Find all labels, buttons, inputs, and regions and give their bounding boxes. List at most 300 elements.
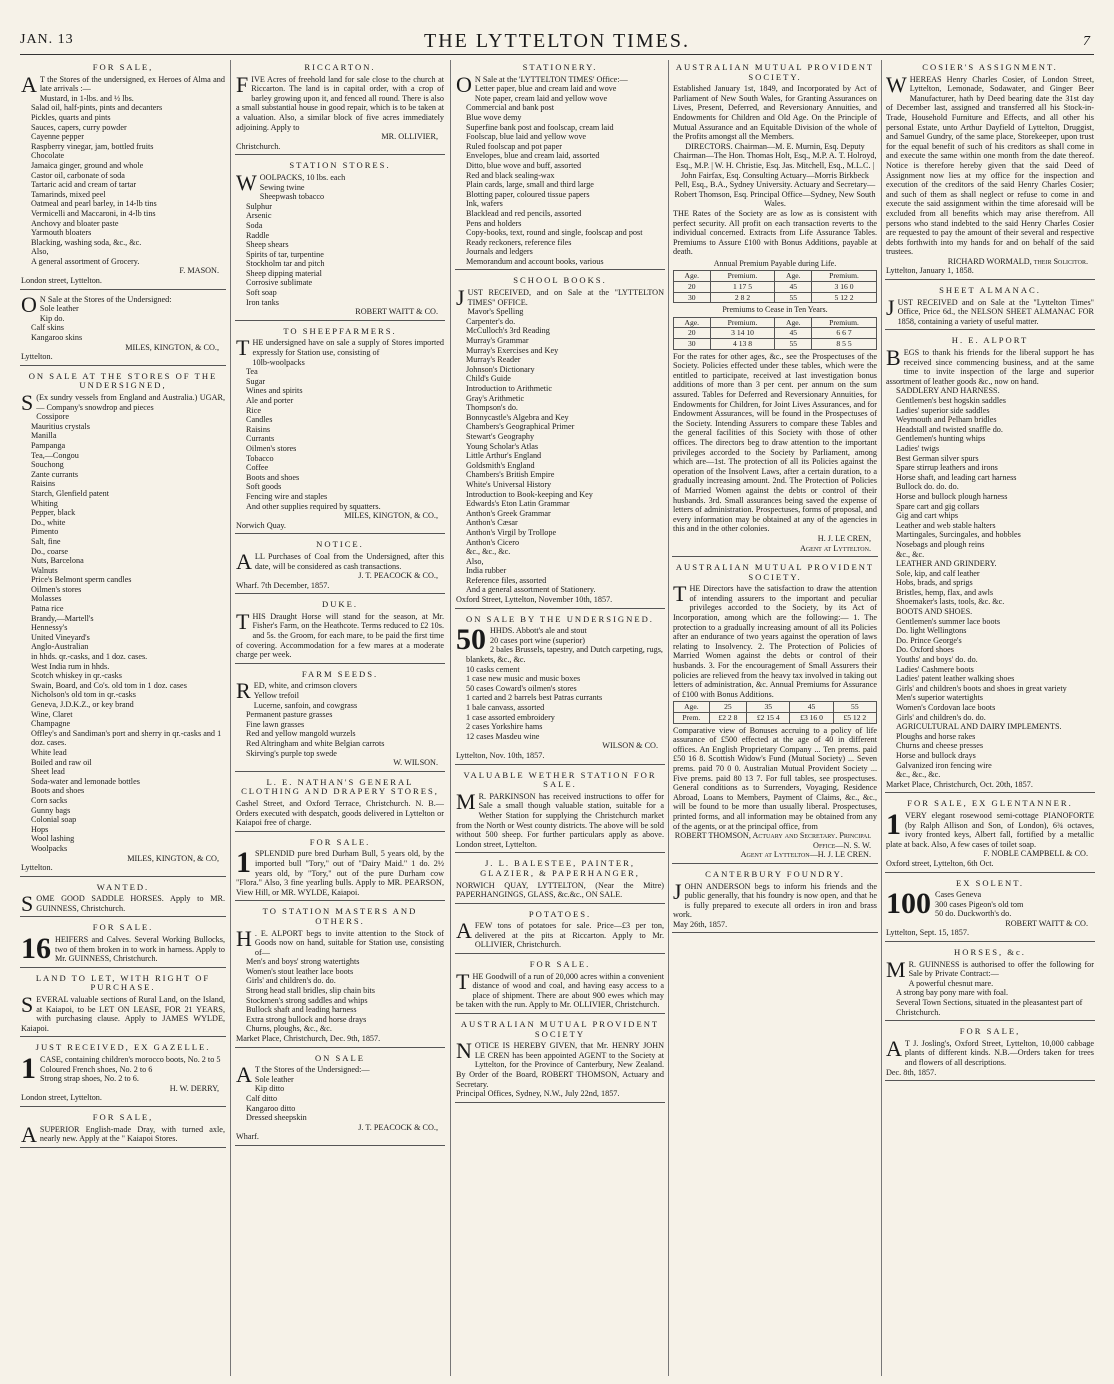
drop-cap: N bbox=[456, 1038, 472, 1064]
list-item: Gunny bags bbox=[31, 805, 71, 815]
ad-heading: ON SALE BY THE UNDERSIGNED. bbox=[466, 613, 654, 624]
ad-signature: J. T. PEACOCK & CO., bbox=[358, 571, 438, 581]
ad-heading: STATION STORES. bbox=[289, 160, 391, 171]
ad-body: UST RECEIVED and on Sale at the "Lyttelton Times" Office, Price 6d., the NELSON SHEET ALMANAC FOR 1858, containing a variety of useful matter. bbox=[897, 297, 1094, 326]
ad-footer: Oxford Street, Lyttelton, November 10th, 1857. bbox=[456, 595, 613, 605]
list-item: 2 bales Brussels, tapestry, and Dutch carpeting, rugs, blankets, &c., &c. bbox=[466, 645, 663, 665]
list-item: Swain, Board, and Co's. old tom in 1 doz. cases bbox=[31, 680, 187, 690]
ad-heading: LAND TO LET, WITH RIGHT OF PURCHASE. bbox=[35, 972, 211, 993]
table-cell: 1 17 5 bbox=[710, 282, 775, 293]
list-item: Do. light Wellingtons bbox=[896, 626, 967, 636]
list-item: Also, bbox=[466, 556, 484, 566]
advertisement bbox=[672, 867, 878, 934]
list-item: Nicholson's old tom in qr.-casks bbox=[31, 690, 136, 700]
table-header-cell: Premium. bbox=[812, 317, 877, 328]
list-item: Wine, Claret bbox=[31, 709, 73, 719]
ad-body: HEREAS Henry Charles Cosier, of London Street, Lyttelton, Lemonade, Sodawater, and Ginger Beer Manufacturer, hath by Deed bearing date the 31st day of December last, assigned and transferred all his Stock-in-Trade, Household Furniture and Effects, and all other his personal Estate, unto Arthur Dayfield of Lyttelton, Druggist, and Samuel Gundry, of the same place, Storekeeper, upon trust for the equal benefit of such of his creditors as shall come in and execute the same within one month from the date thereof. Notice is therefore hereby given that the said Deed of Assignment now lies at my office for the inspection and execution of the creditors of the said Henry Charles Cosier; and such of them as shall neglect or refuse to come in and execute the said assignment within the time aforesaid will be excluded from all benefits which may arise therefrom. All persons who stand indebted to the said Henry Charles Cosier are requested to pay the amount of their several and respective debts forthwith into my hands for and on behalf of the said trustees. bbox=[886, 74, 1094, 257]
list-item: Murray's Exercises and Key bbox=[466, 345, 559, 355]
list-item: Girls' and children's do. do. bbox=[246, 976, 336, 986]
list-item: Johnson's Dictionary bbox=[466, 364, 535, 374]
drop-cap: M bbox=[456, 788, 476, 814]
drop-cap: T bbox=[236, 335, 250, 361]
list-item: Strong head stall bridles, slip chain bits bbox=[246, 986, 375, 996]
advertisement bbox=[455, 1017, 665, 1103]
list-item: Young Scholar's Atlas bbox=[466, 441, 539, 451]
list-item: Ink, wafers bbox=[466, 199, 503, 209]
advertisement bbox=[20, 920, 226, 967]
advertisement bbox=[20, 293, 226, 366]
list-item: Boiled and raw oil bbox=[31, 757, 92, 767]
list-item: Ale and porter bbox=[246, 396, 294, 405]
list-item: Hops bbox=[31, 824, 49, 834]
ad-heading: STATIONERY. bbox=[522, 62, 598, 72]
list-item: Walnuts bbox=[31, 565, 58, 575]
advertisement bbox=[235, 667, 445, 772]
list-item: Churns and cheese presses bbox=[896, 741, 984, 751]
list-item: Gentlemen's best hogskin saddles bbox=[896, 396, 1006, 405]
ad-body-block bbox=[236, 608, 444, 660]
ad-footer: Lyttelton, January 1, 1858. bbox=[886, 266, 974, 276]
ad-rates: THE Rates of the Society are as low as is consistent with perfect security. All profit on each transaction reverts to the individual concerned. Extracts from Life Assurance Tables. Premiums to Assure £100 with Bonus Additions, payable at death. bbox=[673, 208, 877, 257]
ad-body-block bbox=[886, 345, 1094, 386]
list-item: Rice bbox=[246, 405, 262, 415]
table-header-cell: Premium. bbox=[812, 271, 877, 282]
list-item: Stockmen's strong saddles and whips bbox=[246, 995, 368, 1005]
ad-heading: CANTERBURY FOUNDRY. bbox=[705, 868, 845, 879]
list-item: Pimento bbox=[31, 527, 59, 537]
advertisement bbox=[235, 324, 445, 534]
drop-cap: 16 bbox=[21, 932, 51, 966]
drop-cap: A bbox=[21, 1121, 37, 1147]
list-item: Martingales, Surcingales, and hobbles bbox=[896, 530, 1021, 540]
table-cell: 45 bbox=[775, 328, 812, 339]
list-item: Leather and web stable halters bbox=[896, 520, 996, 530]
list-item: Churns, ploughs, &c., &c. bbox=[246, 1024, 332, 1034]
list-item: Woolpacks bbox=[31, 843, 68, 853]
list-item: Horse and bullock plough harness bbox=[896, 491, 1008, 501]
list-item: &c., &c., &c. bbox=[466, 547, 511, 557]
premium-table bbox=[673, 270, 877, 303]
ad-signature: MILES, KINGTON, & CO., bbox=[125, 342, 219, 352]
ad-body-block bbox=[21, 891, 225, 917]
column-5 bbox=[885, 60, 1095, 1376]
drop-cap: S bbox=[21, 891, 34, 917]
list-item: Letter paper, blue and cream laid and wove bbox=[474, 84, 617, 94]
list-item: Hennessy's bbox=[31, 623, 68, 633]
list-item: Do., white bbox=[31, 517, 66, 527]
list-item: West India rum in hhds. bbox=[31, 661, 110, 671]
ad-heading: FOR SALE, bbox=[92, 62, 154, 72]
list-item: Anglo-Australian bbox=[31, 642, 89, 652]
table-header-cell: Age. bbox=[775, 317, 812, 328]
list-item: And a general assortment of Stationery. bbox=[466, 585, 596, 595]
ad-signature: MILES, KINGTON, & CO., bbox=[344, 511, 438, 521]
advertisement bbox=[885, 876, 1095, 943]
ad-footer: Norwich Quay. bbox=[236, 520, 286, 530]
list-item: Yarmouth bloaters bbox=[31, 228, 92, 238]
table-row bbox=[674, 282, 877, 293]
ad-footer: Agent at Lyttelton. bbox=[799, 543, 871, 553]
advertisement bbox=[20, 1040, 226, 1107]
list-item: 1 case assorted embroidery bbox=[466, 712, 555, 722]
ad-body: Comparative view of Bonuses accruing to a policy of life assurance of £500 effected at the age of 40 in different offices. An English Proprietary Company ... Ten prems. paid £50 16 8. Scottish Widow's Fund (Mutual Society) ... Seven prems. paid 70 0 0. Australian Mutual Provident Society ... Five prems. paid 80 13 7. For full tables, see prospectuses. General conditions as to Surrenders, Voyaging, Residence Abroad, Loans to Members, Payment of Claims, &c., &c., will be found to be more than usually liberal. Prospectuses, printed forms, and all information may be obtained from any of the agents, or at the principal office, from bbox=[673, 725, 877, 831]
list-item: Goldsmith's England bbox=[466, 460, 535, 470]
advertisement bbox=[235, 537, 445, 594]
drop-cap: W bbox=[236, 169, 257, 195]
table-caption: Annual Premium Payable during Life. bbox=[713, 258, 837, 268]
list-item: Bullock shaft and leading harness bbox=[246, 1005, 357, 1015]
list-item: Tobacco bbox=[246, 453, 274, 463]
ad-heading: DUKE. bbox=[321, 599, 359, 610]
advertisement bbox=[20, 880, 226, 918]
ad-footer: Wharf. 7th December, 1857. bbox=[236, 580, 330, 590]
advertisement bbox=[235, 775, 445, 832]
list-item: Bristles, hemp, flax, and awls bbox=[896, 587, 994, 597]
advertisement bbox=[20, 1110, 226, 1148]
ad-body: HEIFERS and Calves. Several Working Bullocks, two of them broken in to work in harness. Apply to Mr. GUINNESS, Christchurch. bbox=[55, 935, 225, 964]
list-item: Spare cart and gig collars bbox=[896, 501, 980, 511]
drop-cap: W bbox=[886, 71, 907, 97]
table-header-cell: Age. bbox=[674, 317, 711, 328]
drop-cap: J bbox=[456, 285, 465, 311]
ad-body: OHN ANDERSON begs to inform his friends and the public generally, that his foundry is now open, and that he is fully prepared to execute all orders in iron and brass work. bbox=[673, 881, 877, 920]
list-item: Do. Oxford shoes bbox=[896, 645, 954, 655]
ad-body: T the Stores of the undersigned, ex Heroes of Alma and late arrivals :— bbox=[39, 74, 225, 94]
drop-cap: 1 bbox=[886, 807, 901, 841]
ad-signature: H. W. DERRY, bbox=[169, 1083, 219, 1093]
ad-body-block bbox=[456, 918, 664, 950]
ad-signature: WILSON & CO. bbox=[602, 741, 658, 751]
list-item: Arsenic bbox=[246, 211, 272, 221]
drop-cap: 100 bbox=[886, 887, 931, 921]
ad-body-block bbox=[886, 1035, 1094, 1068]
ad-heading: SCHOOL BOOKS. bbox=[513, 275, 607, 286]
ad-body: UST RECEIVED, and on Sale at the "LYTTELTON TIMES" OFFICE. bbox=[467, 288, 664, 307]
list-item: Permanent pasture grasses bbox=[246, 710, 333, 720]
ad-footer: Christchurch. bbox=[236, 141, 281, 151]
list-item: Calf skins bbox=[31, 323, 64, 333]
list-item: Note paper, cream laid and yellow wove bbox=[474, 93, 608, 103]
list-item: Introduction to Arithmetic bbox=[466, 384, 552, 393]
list-item: Ruled foolscap and pot paper bbox=[466, 141, 562, 151]
ad-heading: NOTICE. bbox=[316, 539, 364, 550]
list-item: Murray's Reader bbox=[466, 355, 521, 365]
advertisement bbox=[235, 904, 445, 1047]
advertisement bbox=[672, 560, 878, 864]
list-item: Kip do. bbox=[39, 313, 65, 323]
premium-table bbox=[673, 317, 877, 350]
list-item: Red and yellow mangold wurzels bbox=[246, 729, 356, 739]
list-item: Corn sacks bbox=[31, 795, 68, 805]
drop-cap: A bbox=[21, 71, 37, 97]
ad-body: R. GUINNESS is authorised to offer the following for Sale by Private Contract:— bbox=[908, 959, 1094, 979]
ad-signature: F. MASON. bbox=[179, 266, 219, 276]
list-item: Whiting bbox=[31, 498, 58, 508]
advertisement bbox=[455, 907, 665, 954]
list-item: Boots and shoes bbox=[246, 472, 300, 482]
list-item: Mauritius crystals bbox=[31, 421, 90, 431]
table-cell: 8 5 5 bbox=[812, 339, 877, 350]
list-item: Ditto, blue wove and buff, assorted bbox=[466, 160, 582, 170]
list-item: Salt, fine bbox=[31, 536, 61, 546]
ad-body-block bbox=[236, 548, 444, 574]
list-item: 10 casks cement bbox=[466, 664, 520, 674]
list-item: Spare stirrup leathers and irons bbox=[896, 463, 998, 473]
ad-body-block bbox=[456, 788, 664, 850]
masthead bbox=[20, 30, 1094, 55]
ad-heading: L. E. NATHAN'S GENERAL CLOTHING AND DRAPERY STORES, bbox=[241, 776, 439, 797]
ad-heading: AUSTRALIAN MUTUAL PROVIDENT SOCIETY. bbox=[675, 62, 875, 82]
table-row bbox=[674, 328, 877, 339]
list-item: Kip ditto bbox=[254, 1084, 285, 1094]
drop-cap: J bbox=[673, 878, 682, 904]
list-item: Blacking, washing soda, &c., &c. bbox=[31, 237, 142, 247]
drop-cap: 1 bbox=[236, 846, 251, 880]
list-item: Cayenne pepper bbox=[31, 132, 84, 142]
ad-heading: FOR SALE. bbox=[92, 922, 154, 933]
table-cell: 6 6 7 bbox=[812, 328, 877, 339]
advertisement bbox=[235, 158, 445, 321]
ad-body: (Ex sundry vessels from England and Australia.) UGAR, — Company's snowdrop and pieces bbox=[36, 393, 225, 412]
table-row bbox=[674, 713, 877, 724]
ad-body-block bbox=[21, 1121, 225, 1147]
list-item: Galvanized iron fencing wire bbox=[896, 760, 992, 770]
list-item: Corrosive sublimate bbox=[246, 278, 313, 288]
list-item: Manilla bbox=[31, 431, 57, 441]
list-item: Ladies' superior side saddles bbox=[896, 405, 990, 415]
list-item: United Vineyard's bbox=[31, 632, 90, 642]
list-item: Strong strap shoes, No. 2 to 6. bbox=[40, 1074, 139, 1084]
list-item: Cossipore bbox=[36, 412, 69, 422]
ad-signature: MILES, KINGTON, & CO, bbox=[127, 853, 219, 863]
ad-body: HHDS. Abbott's ale and stout bbox=[490, 626, 587, 636]
list-item: Bullock do. do. do. bbox=[896, 482, 959, 492]
list-item: Copy-books, text, round and single, foolscap and post bbox=[466, 228, 643, 238]
ad-body: Cases Geneva bbox=[935, 890, 982, 900]
ad-heading: WANTED. bbox=[96, 881, 150, 892]
table-header-cell: 25 bbox=[709, 702, 746, 713]
list-item: Anthon's Cicero bbox=[466, 537, 520, 547]
ad-footer: Agent at Lyttelton—H. J. LE CREN. bbox=[740, 850, 871, 860]
ad-heading: FOR SALE, bbox=[92, 1111, 154, 1122]
ad-signature: ROBERT WAITT & CO. bbox=[355, 307, 438, 317]
table-cell: £2 15 4 bbox=[747, 713, 790, 724]
list-item: LEATHER AND GRINDERY. bbox=[896, 559, 997, 569]
list-item: Murray's Grammar bbox=[466, 336, 529, 346]
page-number: 7 bbox=[1083, 34, 1090, 49]
list-item: Jamaica ginger, ground and whole bbox=[31, 160, 144, 170]
list-item: Pampanga bbox=[31, 440, 66, 450]
ad-signature: W. WILSON. bbox=[393, 758, 438, 768]
ad-body-block bbox=[456, 881, 664, 900]
list-item: Soft goods bbox=[246, 482, 282, 492]
ad-footer: London street, Lyttelton. bbox=[21, 276, 102, 286]
table-caption: Premiums to Cease in Ten Years. bbox=[722, 305, 828, 315]
column-2 bbox=[235, 60, 445, 1376]
list-item: Do., coarse bbox=[31, 546, 69, 556]
list-item: A strong bay pony mare with foal. bbox=[896, 988, 1009, 998]
list-item: Gentlemen's summer lace boots bbox=[896, 616, 1001, 626]
list-item: Sauces, capers, curry powder bbox=[31, 122, 127, 132]
ad-body-block bbox=[236, 846, 444, 897]
advertisement bbox=[455, 60, 665, 270]
list-item: Anthon's Virgil by Trollope bbox=[466, 527, 557, 537]
list-item: Child's Guide bbox=[466, 374, 511, 384]
drop-cap: A bbox=[236, 548, 252, 574]
drop-cap: 50 bbox=[456, 623, 486, 657]
ad-heading: FOR SALE. bbox=[529, 959, 591, 970]
ad-footer: London street, Lyttelton. bbox=[21, 1093, 102, 1103]
list-item: 1 carted and 2 barrels best Patras currants bbox=[466, 693, 603, 703]
drop-cap: O bbox=[21, 291, 37, 317]
ad-footer: Market Place, Christchurch, Oct. 20th, 1857. bbox=[886, 779, 1033, 789]
ad-body-block bbox=[886, 807, 1094, 849]
list-item: And other supplies required by squatters. bbox=[246, 501, 381, 511]
ad-body: OTICE IS HEREBY GIVEN, that Mr. HENRY JOHN LE CREN has been appointed AGENT to the Society at Lyttelton, for the Province of Canterbury, New Zealand. By Order of the Board, ROBERT THOMSON, Actuary and Secretary. bbox=[456, 1041, 664, 1089]
list-item: Chocolate bbox=[31, 151, 65, 161]
ad-signature: ROBERT THOMSON, Actuary and Secretary. Principal Office—N. S. W. bbox=[674, 831, 871, 850]
ad-heading: VALUABLE WETHER STATION FOR SALE. bbox=[463, 769, 657, 790]
list-item: Women's stout leather lace boots bbox=[246, 966, 354, 976]
list-item: Oatmeal and pearl barley, in 14-lb tins bbox=[31, 199, 157, 209]
list-item: White's Universal History bbox=[466, 479, 552, 489]
list-item: Plain cards, large, small and third large bbox=[466, 180, 594, 190]
ad-heading: H. E. ALPORT bbox=[951, 335, 1029, 346]
list-item: Do. Prince George's bbox=[896, 635, 962, 645]
list-item: Journals and ledgers bbox=[466, 247, 533, 257]
list-item: Little Arthur's England bbox=[466, 451, 542, 461]
list-item: Nosebags and plough reins bbox=[896, 539, 985, 549]
list-item: Sugar bbox=[246, 376, 266, 386]
list-item: McCulloch's 3rd Reading bbox=[466, 326, 550, 336]
table-header-cell: Premium. bbox=[710, 317, 775, 328]
list-item: Weymouth and Pelham bridles bbox=[896, 415, 997, 425]
ad-heading: FARM SEEDS. bbox=[301, 668, 379, 679]
list-item: Men's superior watertights bbox=[896, 693, 983, 703]
table-cell: 3 14 10 bbox=[710, 328, 775, 339]
ad-body-block bbox=[236, 71, 444, 133]
ad-heading: TO SHEEPFARMERS. bbox=[283, 325, 397, 336]
list-item: Raspberry vinegar, jam, bottled fruits bbox=[31, 141, 154, 151]
ad-body: T the Stores of the Undersigned:— bbox=[254, 1065, 370, 1075]
list-item: Best German silver spurs bbox=[896, 453, 979, 463]
ad-body: Established January 1st, 1849, and Incorporated by Act of Parliament of New South Wales, for Granting Assurances on Lives, Present, Deferred, and Reversionary Annuities, and Endowments for Children and Old Age. On the Principle of Mutual Assurance and an Equitable Division of the whole of the Profits amongst all the Members. bbox=[673, 84, 877, 142]
table-header-cell: 35 bbox=[747, 702, 790, 713]
ad-body-block bbox=[886, 71, 1094, 257]
ad-footer: Market Place, Christchurch, Dec. 9th, 1857. bbox=[236, 1034, 381, 1044]
advertisement bbox=[235, 1051, 445, 1146]
table-cell: 55 bbox=[775, 339, 812, 350]
ad-body: N Sale at the Stores of the Undersigned: bbox=[39, 294, 172, 304]
list-item: 300 cases Pigeon's old tom bbox=[935, 899, 1024, 909]
ad-heading: FOR SALE, EX GLENTANNER. bbox=[907, 798, 1073, 809]
column-rule bbox=[450, 60, 451, 1376]
list-item: Yellow trefoil bbox=[253, 691, 300, 701]
table-cell: £3 16 0 bbox=[790, 713, 833, 724]
list-item: 50 do. Duckworth's do. bbox=[935, 909, 1012, 919]
table-row bbox=[674, 292, 877, 303]
ad-heading: JUST RECEIVED, EX GAZELLE. bbox=[35, 1042, 211, 1053]
table-cell: 45 bbox=[775, 282, 812, 293]
list-item: Memorandum and account books, various bbox=[466, 256, 604, 266]
advertisement bbox=[455, 856, 665, 903]
ad-body: N Sale at the 'LYTTELTON TIMES' Office:— bbox=[474, 74, 628, 84]
advertisement bbox=[885, 333, 1095, 793]
list-item: 50 cases Coward's oilmen's stores bbox=[466, 683, 577, 693]
ad-heading: AUSTRALIAN MUTUAL PROVIDENT SOCIETY bbox=[460, 1019, 660, 1039]
list-item: Tea,—Congou bbox=[31, 450, 79, 460]
ad-body-block bbox=[236, 335, 444, 361]
advertisement bbox=[235, 597, 445, 664]
list-item: Gray's Arithmetic bbox=[466, 393, 525, 403]
ad-heading: TO STATION MASTERS AND OTHERS. bbox=[262, 906, 418, 926]
list-item: Sole, kip, and calf leather bbox=[896, 568, 980, 578]
list-item: Champagne bbox=[31, 719, 71, 729]
table-header-cell: 45 bbox=[790, 702, 833, 713]
table-cell: 2 8 2 bbox=[710, 292, 775, 303]
list-item: Blacklead and red pencils, assorted bbox=[466, 208, 582, 218]
list-item: Candles bbox=[246, 415, 273, 425]
ad-footer: Wharf. bbox=[236, 1132, 259, 1142]
drop-cap: M bbox=[886, 956, 906, 982]
ad-heading: ON SALE AT THE STORES OF THE UNDERSIGNED, bbox=[28, 370, 218, 391]
list-item: Castor oil, carbonate of soda bbox=[31, 170, 125, 180]
list-item: Tartaric acid and cream of tartar bbox=[31, 180, 137, 190]
list-item: Pickles, quarts and pints bbox=[31, 112, 111, 122]
list-item: Sheepwash tobacco bbox=[259, 192, 325, 202]
ad-signature: H. J. LE CREN, bbox=[817, 533, 871, 543]
ad-body: CASE, containing children's morocco boots, No. 2 to 5 bbox=[40, 1055, 221, 1064]
list-item: Carpenter's do. bbox=[466, 316, 516, 326]
ad-body: OOLPACKS, 10 lbs. each bbox=[259, 172, 346, 182]
list-item: Chambers's Geographical Primer bbox=[466, 422, 575, 432]
ad-body-block bbox=[236, 925, 444, 958]
ad-body: SPLENDID pure bred Durham Bull, 5 years old, by the imported bull "Tory," out of "Dairy Maid." 1 do. 2½ years old, by "Tory," out of the pure Durham cow "Flora." Also, 3 fine yearling bulls. Apply to MR. PEARSON, View Hill, or MR. WYLDE, Kaiapoi. bbox=[236, 849, 444, 897]
table-cell: 20 bbox=[674, 328, 711, 339]
ad-heading: COSIER'S ASSIGNMENT. bbox=[922, 62, 1058, 72]
ad-footer: Lyttelton, Sept. 15, 1857. bbox=[886, 928, 970, 938]
ad-body: EGS to thank his friends for the liberal support he has received since commencing business, and at the same time to invite inspection of the large and superior assortment of leather goods &c., now on hand. bbox=[886, 348, 1094, 386]
newspaper-title: THE LYTTELTON TIMES. bbox=[424, 30, 690, 52]
list-item: Soda bbox=[246, 220, 263, 230]
list-item: Brandy,—Martell's bbox=[31, 613, 94, 623]
list-item: Geneva, J.D.K.Z., or key brand bbox=[31, 700, 134, 709]
advertisement bbox=[672, 60, 878, 557]
list-item: Vermicelli and Maccaroni, in 4-lb tins bbox=[31, 208, 156, 218]
ad-heading: HORSES, &c. bbox=[954, 947, 1026, 958]
ad-body-block bbox=[21, 71, 225, 97]
list-item: Calf ditto bbox=[246, 1094, 278, 1103]
list-item: BOOTS AND SHOES. bbox=[896, 607, 973, 617]
ad-body-block bbox=[886, 956, 1094, 982]
list-item: 1 bale canvass, assorted bbox=[466, 703, 545, 712]
advertisement bbox=[455, 768, 665, 854]
ad-body-block bbox=[456, 968, 664, 1010]
list-item: Tamarinds, mixed peel bbox=[31, 189, 106, 199]
ad-signature: ROBERT WAITT & CO. bbox=[1005, 918, 1088, 928]
ad-footer: Lyttelton. bbox=[21, 352, 53, 362]
list-item: Coffee bbox=[246, 463, 269, 473]
list-item: Scotch whiskey in qr.-casks bbox=[31, 671, 122, 681]
ad-heading: SHEET ALMANAC. bbox=[939, 285, 1041, 296]
list-item: Edwards's Eton Latin Grammar bbox=[466, 499, 570, 509]
table-cell: 3 16 0 bbox=[812, 282, 877, 293]
ad-body-block bbox=[21, 992, 225, 1033]
table-cell: 20 bbox=[674, 282, 711, 293]
list-item: A general assortment of Grocery. bbox=[31, 256, 140, 266]
list-item: Sheet lead bbox=[31, 767, 65, 777]
list-item: Ladies' patent leather walking shoes bbox=[896, 674, 1015, 684]
